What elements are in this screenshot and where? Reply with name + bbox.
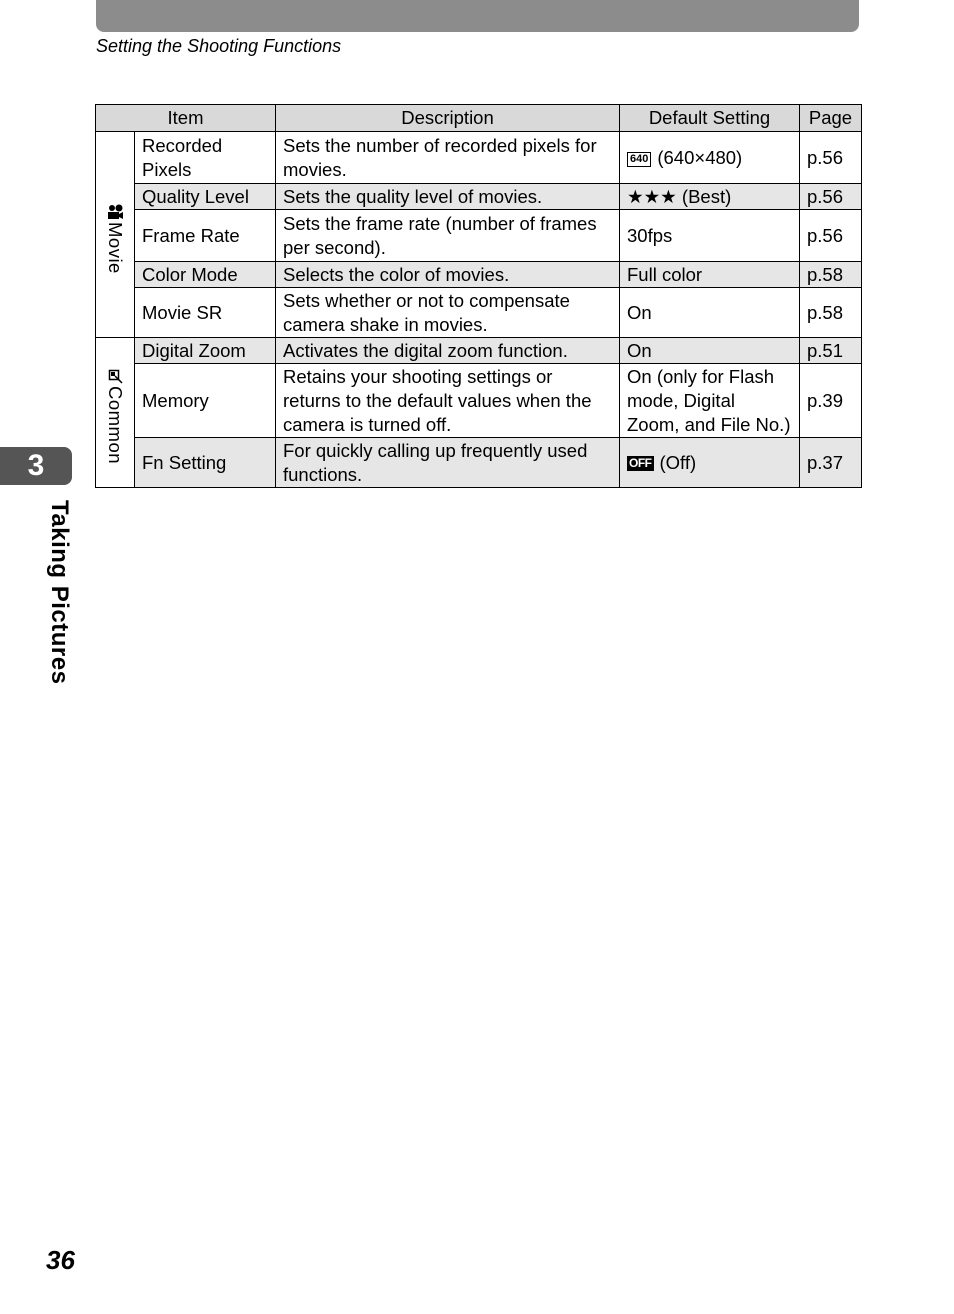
group-label-common: Common — [105, 385, 126, 465]
cell-default: On — [620, 338, 800, 364]
chapter-title: Taking Pictures — [46, 500, 73, 685]
cell-description: Selects the color of movies. — [276, 262, 620, 288]
default-text: (Best) — [681, 185, 732, 207]
header-item: Item — [96, 105, 276, 132]
table-row — [96, 210, 862, 262]
cell-default — [620, 132, 800, 184]
cell-description: Sets the frame rate (number of frames per second). — [276, 210, 620, 262]
cell-item: Recorded Pixels — [135, 132, 276, 184]
group-label-movie: Movie — [105, 222, 126, 274]
cell-page: p.56 — [800, 132, 862, 184]
cell-page: p.37 — [800, 438, 862, 488]
cell-item: Movie SR — [135, 288, 276, 338]
default-text: (Off) — [659, 451, 697, 473]
table-row — [96, 132, 862, 184]
table-row — [96, 338, 862, 364]
cell-item: Color Mode — [135, 262, 276, 288]
cell-page: p.58 — [800, 262, 862, 288]
resolution-640-icon: 640 — [627, 152, 651, 167]
cell-page: p.56 — [800, 184, 862, 210]
header-default-setting: Default Setting — [620, 105, 800, 132]
cell-description: For quickly calling up frequently used functions. — [276, 438, 620, 488]
cell-default: On (only for Flash mode, Digital Zoom, and File No.) — [620, 364, 800, 438]
table-row — [96, 364, 862, 438]
header-page: Page — [800, 105, 862, 132]
common-settings-icon — [108, 369, 123, 384]
cell-default — [620, 184, 800, 210]
cell-description: Sets the number of recorded pixels for movies. — [276, 132, 620, 184]
quality-stars-icon: ★★★ — [627, 185, 677, 207]
chapter-tab: 3 — [0, 447, 72, 485]
cell-default: 30fps — [620, 210, 800, 262]
header-bar — [96, 0, 859, 32]
settings-table — [95, 104, 862, 488]
cell-default — [620, 438, 800, 488]
section-title: Setting the Shooting Functions — [96, 36, 342, 56]
table-header-row — [96, 105, 862, 132]
cell-page: p.58 — [800, 288, 862, 338]
cell-description: Retains your shooting settings or returns to the default values when the camera is turned off. — [276, 364, 620, 438]
cell-item: Memory — [135, 364, 276, 438]
table-row — [96, 184, 862, 210]
default-text: (640×480) — [657, 146, 743, 168]
movie-camera-icon — [107, 203, 124, 220]
cell-page: p.39 — [800, 364, 862, 438]
group-common — [96, 338, 135, 488]
table-row — [96, 438, 862, 488]
cell-item: Digital Zoom — [135, 338, 276, 364]
header-description: Description — [276, 105, 620, 132]
cell-description: Sets the quality level of movies. — [276, 184, 620, 210]
cell-description: Sets whether or not to compensate camera shake in movies. — [276, 288, 620, 338]
cell-default: On — [620, 288, 800, 338]
cell-default: Full color — [620, 262, 800, 288]
cell-page: p.51 — [800, 338, 862, 364]
cell-page: p.56 — [800, 210, 862, 262]
cell-item: Fn Setting — [135, 438, 276, 488]
table-row — [96, 262, 862, 288]
page-number: 36 — [46, 1245, 75, 1275]
cell-item: Quality Level — [135, 184, 276, 210]
group-movie — [96, 132, 135, 338]
cell-item: Frame Rate — [135, 210, 276, 262]
table-row — [96, 288, 862, 338]
cell-description: Activates the digital zoom function. — [276, 338, 620, 364]
off-icon: OFF — [629, 455, 652, 470]
